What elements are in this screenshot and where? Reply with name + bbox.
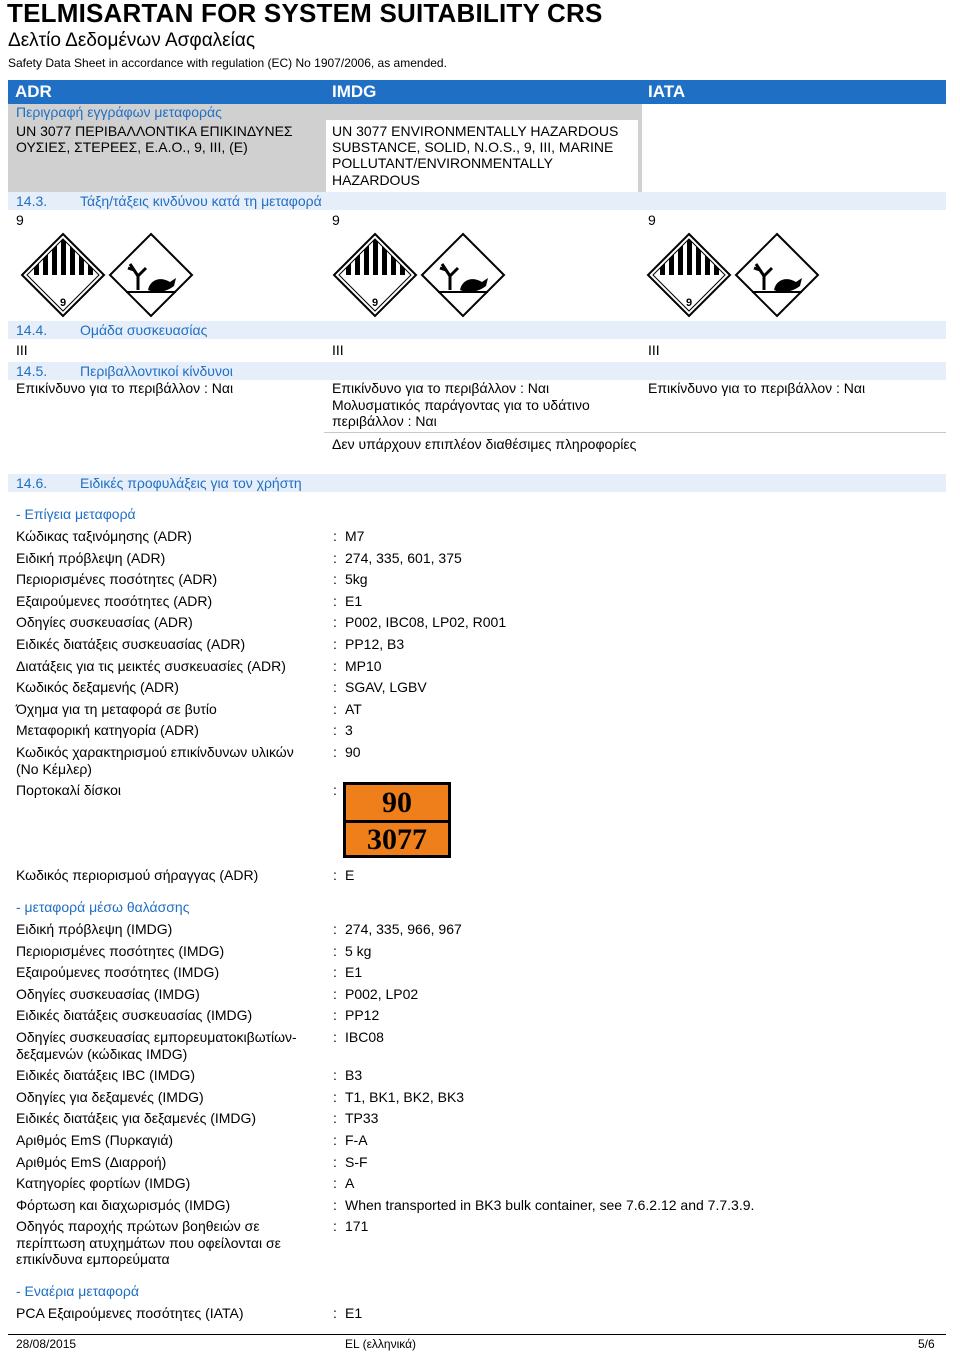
- colon: :: [333, 1089, 337, 1105]
- sea-row-value: P002, LP02: [345, 986, 419, 1002]
- adr-hazard-pictograms: [20, 232, 196, 322]
- colon: :: [333, 1132, 337, 1148]
- sea-row-value: F-A: [345, 1132, 368, 1148]
- land-row-value: 274, 335, 601, 375: [345, 550, 462, 566]
- tunnel-code-label: Κωδικός περιορισμού σήραγγας (ADR): [16, 867, 259, 883]
- land-row-value: MP10: [345, 658, 382, 674]
- sea-row-value: A: [345, 1175, 355, 1191]
- sea-row-label: Ειδικές διατάξεις συσκευασίας (IMDG): [16, 1007, 253, 1023]
- shipping-description-heading: Περιγραφή εγγράφων μεταφοράς: [16, 104, 222, 120]
- imdg-shipping-line4: HAZARDOUS: [332, 172, 420, 188]
- hazard-id-number: 90: [382, 786, 412, 819]
- colon: :: [333, 986, 337, 1002]
- sea-row-label: Οδηγός παροχής πρώτων βοηθειών σε: [16, 1218, 260, 1234]
- colon: :: [333, 722, 337, 738]
- orange-plate-icon: [343, 782, 451, 858]
- air-row-value: E1: [345, 1305, 363, 1321]
- iata-hazard-pictograms: [646, 232, 822, 322]
- footer-date: 28/08/2015: [16, 1337, 77, 1351]
- colon: :: [333, 593, 337, 609]
- land-row-value: 90: [345, 744, 361, 760]
- sea-row-value: 5 kg: [345, 943, 372, 959]
- un-number: 3077: [367, 823, 427, 856]
- sea-row-label: Ειδικές διατάξεις IBC (IMDG): [16, 1067, 196, 1083]
- section-14-6-number: 14.6.: [16, 475, 48, 491]
- colon: :: [333, 1007, 337, 1023]
- column-adr: ADR: [15, 82, 52, 101]
- imdg-shipping-line2: SUBSTANCE, SOLID, N.O.S., 9, III, MARINE: [332, 139, 614, 155]
- sea-row-value: B3: [345, 1067, 363, 1083]
- adr-environmental: Επικίνδυνο για το περιβάλλον : Ναι: [16, 380, 234, 396]
- imdg-shipping-line3: POLLUTANT/ENVIRONMENTALLY: [332, 155, 553, 171]
- sea-row-value: S-F: [345, 1154, 368, 1170]
- colon: :: [333, 701, 337, 717]
- section-14-5-number: 14.5.: [16, 363, 48, 379]
- sea-row-label: Οδηγίες συσκευασίας εμπορευματοκιβωτίων-: [16, 1029, 297, 1045]
- land-row-value: SGAV, LGBV: [345, 679, 427, 695]
- document-subtitle: Δελτίο Δεδομένων Ασφαλείας: [8, 30, 256, 51]
- sea-row-value: PP12: [345, 1007, 380, 1023]
- imdg-environmental-line3: περιβάλλον : Ναι: [332, 413, 437, 429]
- environment-hazard-icon: [422, 234, 504, 316]
- environment-hazard-icon: [110, 234, 192, 316]
- land-row-label: Κωδικός δεξαμενής (ADR): [16, 679, 179, 695]
- imdg-environmental-line1: Επικίνδυνο για το περιβάλλον : Ναι: [332, 380, 550, 396]
- imdg-environmental-line2: Μολυσματικός παράγοντας για το υδάτινο: [332, 397, 590, 413]
- land-transport-heading: - Επίγεια μεταφορά: [16, 506, 136, 522]
- colon: :: [333, 1154, 337, 1170]
- land-row-value: E1: [345, 593, 363, 609]
- sea-row-label: Περιορισμένες ποσότητες (IMDG): [16, 943, 225, 959]
- adr-shipping-line2: ΟΥΣΙΕΣ, ΣΤΕΡΕΕΣ, Ε.Α.Ο., 9, III, (Ε): [16, 139, 248, 155]
- section-14-4-number: 14.4.: [16, 322, 48, 338]
- sea-row-label-continued: δεξαμενών (κώδικας IMDG): [16, 1046, 188, 1062]
- sea-row-label: Αριθμός EmS (Πυρκαγιά): [16, 1132, 174, 1148]
- colon: :: [333, 867, 337, 883]
- sea-row-label: Οδηγίες συσκευασίας (IMDG): [16, 986, 200, 1002]
- colon: :: [333, 571, 337, 587]
- land-row-label: Διατάξεις για τις μεικτές συσκευασίες (ADR): [16, 658, 286, 674]
- footer-page-number: 5/6: [918, 1337, 935, 1351]
- land-row-value: 5kg: [345, 571, 368, 587]
- colon: :: [333, 528, 337, 544]
- sea-row-label: Φόρτωση και διαχωρισμός (IMDG): [16, 1197, 231, 1213]
- colon: :: [333, 636, 337, 652]
- colon: :: [333, 658, 337, 674]
- sea-row-label-continued: επικίνδυνα εμπορεύματα: [16, 1251, 170, 1267]
- svg-text:9: 9: [59, 297, 67, 309]
- sea-row-value: 274, 335, 966, 967: [345, 921, 462, 937]
- land-row-label: Κώδικας ταξινόμησης (ADR): [16, 528, 192, 544]
- tunnel-code-value: E: [345, 867, 355, 883]
- adr-hazard-class: 9: [16, 212, 24, 228]
- air-row-label: PCA Εξαιρούμενες ποσότητες (IATA): [16, 1305, 244, 1321]
- section-14-4-heading: Ομάδα συσκευασίας: [80, 322, 208, 338]
- sea-row-label-continued: περίπτωση ατυχημάτων που οφείλονται σε: [16, 1235, 281, 1251]
- iata-environmental: Επικίνδυνο για το περιβάλλον : Ναι: [648, 380, 866, 396]
- land-row-value: P002, IBC08, LP02, R001: [345, 614, 507, 630]
- no-additional-info: Δεν υπάρχουν επιπλέον διαθέσιμες πληροφορίες: [332, 436, 637, 452]
- colon: :: [333, 964, 337, 980]
- colon: :: [333, 744, 337, 760]
- environment-hazard-icon: [736, 234, 818, 316]
- adr-shipping-line1: UN 3077 ΠΕΡΙΒΑΛΛΟΝΤΙΚΑ ΕΠΙΚΙΝΔΥΝΕΣ: [16, 123, 293, 139]
- iata-shipping-box: [642, 104, 946, 194]
- svg-text:9: 9: [685, 297, 693, 309]
- section-14-6-heading: Ειδικές προφυλάξεις για τον χρήστη: [80, 475, 302, 491]
- colon: :: [333, 1175, 337, 1191]
- class9-diamond-icon: [334, 234, 416, 316]
- footer-language: EL (ελληνικά): [345, 1337, 417, 1351]
- column-iata: IATA: [648, 82, 686, 101]
- colon: :: [333, 1305, 337, 1321]
- sea-row-label: Οδηγίες για δεξαμενές (IMDG): [16, 1089, 204, 1105]
- column-imdg: IMDG: [332, 82, 377, 101]
- imdg-hazard-pictograms: [332, 232, 508, 322]
- land-row-label: Περιορισμένες ποσότητες (ADR): [16, 571, 218, 587]
- colon: :: [333, 782, 337, 798]
- class9-diamond-icon: [22, 234, 104, 316]
- land-row-label-continued: (Νο Κέμλερ): [16, 761, 92, 777]
- colon: :: [333, 679, 337, 695]
- land-row-label: Όχημα για τη μεταφορά σε βυτίο: [16, 701, 217, 717]
- sea-row-label: Εξαιρούμενες ποσότητες (IMDG): [16, 964, 220, 980]
- colon: :: [333, 1029, 337, 1045]
- iata-packing-group: III: [648, 342, 660, 358]
- imdg-packing-group: III: [332, 342, 344, 358]
- land-row-label: Ειδική πρόβλεψη (ADR): [16, 550, 166, 566]
- svg-text:9: 9: [371, 297, 379, 309]
- land-row-value: 3: [345, 722, 353, 738]
- imdg-shipping-line1: UN 3077 ENVIRONMENTALLY HAZARDOUS: [332, 123, 619, 139]
- orange-plates-label: Πορτοκαλί δίσκοι: [16, 782, 121, 798]
- iata-hazard-class: 9: [648, 212, 656, 228]
- footer-rule: [8, 1334, 946, 1335]
- adr-packing-group: III: [16, 342, 28, 358]
- sea-row-label: Ειδική πρόβλεψη (IMDG): [16, 921, 173, 937]
- colon: :: [333, 1110, 337, 1126]
- section-14-3-number: 14.3.: [16, 193, 48, 209]
- class9-diamond-icon: [648, 234, 730, 316]
- imdg-hazard-class: 9: [332, 212, 340, 228]
- sea-row-label: Ειδικές διατάξεις για δεξαμενές (IMDG): [16, 1110, 257, 1126]
- section-14-3-heading: Τάξη/τάξεις κινδύνου κατά τη μεταφορά: [80, 193, 322, 209]
- sea-row-value: TP33: [345, 1110, 379, 1126]
- document-title: TELMISARTAN FOR SYSTEM SUITABILITY CRS: [7, 0, 603, 28]
- land-row-label: Κωδικός χαρακτηρισμού επικίνδυνων υλικών: [16, 744, 294, 760]
- colon: :: [333, 614, 337, 630]
- land-row-value: M7: [345, 528, 365, 544]
- air-transport-heading: - Εναέρια μεταφορά: [16, 1283, 139, 1299]
- divider: [324, 432, 946, 433]
- land-row-label: Εξαιρούμενες ποσότητες (ADR): [16, 593, 213, 609]
- colon: :: [333, 921, 337, 937]
- land-row-value: AT: [345, 701, 362, 717]
- colon: :: [333, 1218, 337, 1234]
- colon: :: [333, 550, 337, 566]
- land-row-label: Μεταφορική κατηγορία (ADR): [16, 722, 199, 738]
- sea-row-value: IBC08: [345, 1029, 384, 1045]
- colon: :: [333, 1067, 337, 1083]
- regulation-note: Safety Data Sheet in accordance with regulation (EC) No 1907/2006, as amended.: [8, 56, 447, 70]
- land-row-value: PP12, B3: [345, 636, 405, 652]
- land-row-label: Ειδικές διατάξεις συσκευασίας (ADR): [16, 636, 246, 652]
- section-14-5-heading: Περιβαλλοντικοί κίνδυνοι: [80, 363, 233, 379]
- colon: :: [333, 943, 337, 959]
- sea-row-value: T1, BK1, BK2, BK3: [345, 1089, 465, 1105]
- sea-row-label: Κατηγορίες φορτίων (IMDG): [16, 1175, 191, 1191]
- sea-row-value: When transported in BK3 bulk container, see 7.6.2.12 and 7.7.3.9.: [345, 1197, 755, 1213]
- sea-transport-heading: - μεταφορά μέσω θαλάσσης: [16, 899, 190, 915]
- land-row-label: Οδηγίες συσκευασίας (ADR): [16, 614, 193, 630]
- sea-row-value: E1: [345, 964, 363, 980]
- sea-row-label: Αριθμός EmS (Διαρροή): [16, 1154, 167, 1170]
- sea-row-value: 171: [345, 1218, 369, 1234]
- colon: :: [333, 1197, 337, 1213]
- transport-column-header: [8, 80, 946, 104]
